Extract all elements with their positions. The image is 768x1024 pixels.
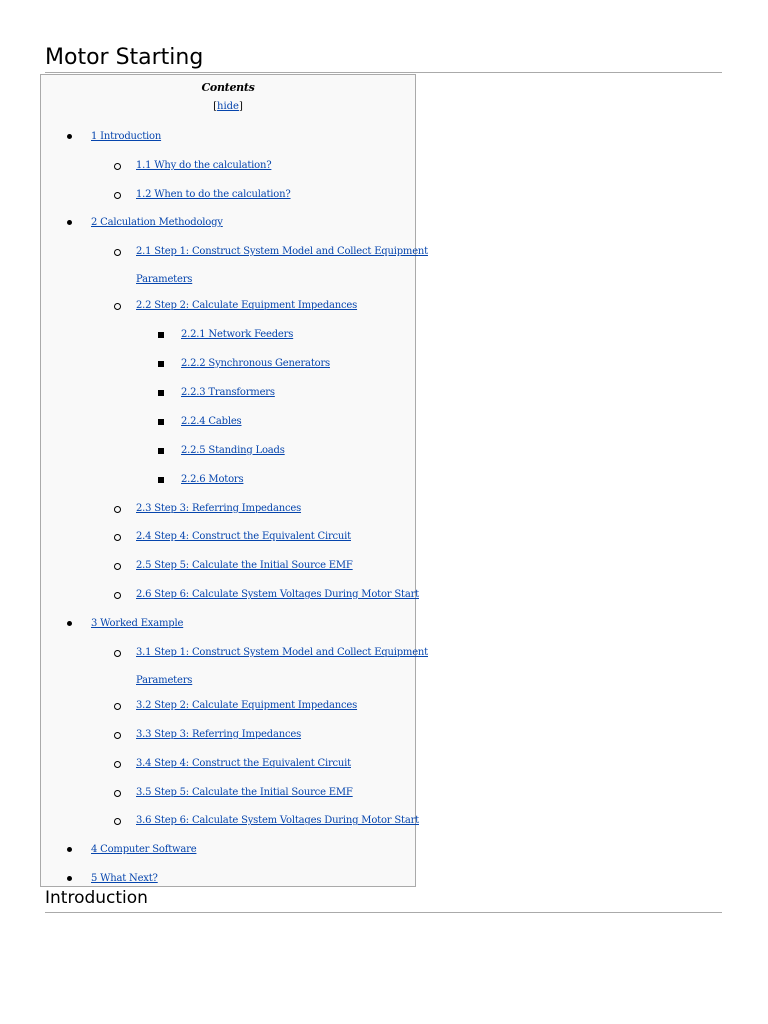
toc-item bbox=[181, 466, 243, 494]
table-of-contents bbox=[40, 74, 428, 887]
bullet-icon bbox=[67, 134, 72, 139]
bullet-icon bbox=[114, 506, 121, 513]
toc-link[interactable]: 3.2 Step 2: Calculate Equipment Impedances bbox=[136, 700, 358, 712]
toc-link[interactable]: 3 Worked Example bbox=[91, 617, 184, 629]
toc-link[interactable]: 3.6 Step 6: Calculate System Voltages During Motor Start bbox=[136, 815, 419, 827]
toc-link[interactable]: 2.5 Step 5: Calculate the Initial Source EMF bbox=[136, 560, 353, 572]
bullet-icon bbox=[158, 419, 164, 425]
bullet-icon bbox=[67, 220, 72, 225]
toc-link[interactable]: 2.2.4 Cables bbox=[181, 415, 242, 427]
toc-item bbox=[91, 836, 196, 864]
toc-item bbox=[181, 321, 293, 349]
toc-link-continuation[interactable]: Parameters bbox=[136, 274, 193, 286]
bullet-icon bbox=[114, 790, 121, 797]
toc-item bbox=[181, 437, 285, 465]
toc-link[interactable]: 3.5 Step 5: Calculate the Initial Source EMF bbox=[136, 786, 353, 798]
bullet-icon bbox=[158, 332, 164, 338]
toc-item bbox=[136, 181, 291, 209]
bullet-icon bbox=[158, 448, 164, 454]
bullet-icon bbox=[114, 650, 121, 657]
toc-link[interactable]: 2.1 Step 1: Construct System Model and Collect Equipment bbox=[136, 246, 428, 258]
bullet-icon bbox=[158, 361, 164, 367]
toc-link[interactable]: 2.2 Step 2: Calculate Equipment Impedances bbox=[136, 299, 358, 311]
section-divider bbox=[45, 912, 722, 913]
bullet-icon bbox=[114, 761, 121, 768]
toc-hide-link[interactable]: hide bbox=[217, 101, 239, 112]
toc-link[interactable]: 1.1 Why do the calculation? bbox=[136, 159, 272, 171]
toc-link[interactable]: 2 Calculation Methodology bbox=[91, 217, 223, 229]
toc-item bbox=[136, 692, 357, 720]
bullet-icon bbox=[114, 732, 121, 739]
toc-item bbox=[136, 495, 301, 523]
title-divider bbox=[45, 72, 722, 73]
page-title: Motor Starting bbox=[45, 45, 204, 70]
toc-link[interactable]: 2.3 Step 3: Referring Impedances bbox=[136, 502, 302, 514]
toc-item bbox=[91, 123, 161, 151]
toc-link[interactable]: 3.4 Step 4: Construct the Equivalent Circuit bbox=[136, 757, 351, 769]
toc-link[interactable]: 3.3 Step 3: Referring Impedances bbox=[136, 729, 302, 740]
toc-item bbox=[136, 639, 428, 695]
toc-link[interactable]: 2.2.3 Transformers bbox=[181, 386, 275, 398]
bullet-icon bbox=[114, 592, 121, 599]
toc-link-continuation[interactable]: Parameters bbox=[136, 674, 193, 686]
toc-link[interactable]: 5 What Next? bbox=[91, 873, 158, 884]
bullet-icon bbox=[114, 818, 121, 825]
toc-item bbox=[136, 807, 419, 835]
toc-item bbox=[136, 152, 271, 180]
toc-link[interactable]: 2.2.6 Motors bbox=[181, 473, 244, 485]
bullet-icon bbox=[158, 477, 164, 483]
bullet-icon bbox=[67, 876, 72, 881]
section-heading-introduction: Introduction bbox=[45, 888, 148, 908]
bullet-icon bbox=[114, 249, 121, 256]
toc-link[interactable]: 2.4 Step 4: Construct the Equivalent Circuit bbox=[136, 531, 351, 543]
bullet-icon bbox=[114, 563, 121, 570]
toc-item bbox=[136, 238, 428, 294]
bullet-icon bbox=[114, 303, 121, 310]
bullet-icon bbox=[114, 703, 121, 710]
toc-item bbox=[181, 350, 330, 378]
toc-link[interactable]: 2.6 Step 6: Calculate System Voltages During Motor Start bbox=[136, 589, 419, 600]
toc-link[interactable]: 2.2.5 Standing Loads bbox=[181, 444, 285, 456]
toc-item bbox=[91, 209, 223, 237]
toc-item bbox=[136, 292, 357, 320]
bullet-icon bbox=[67, 621, 72, 626]
toc-item bbox=[136, 750, 351, 778]
toc-item bbox=[136, 581, 419, 609]
toc-item bbox=[136, 779, 353, 807]
toc-item bbox=[136, 721, 301, 749]
toc-link[interactable]: 2.2.2 Synchronous Generators bbox=[181, 357, 330, 369]
toc-item bbox=[136, 552, 353, 580]
toc-item bbox=[181, 379, 275, 407]
toc-item bbox=[136, 523, 351, 551]
toc-link[interactable]: 2.2.1 Network Feeders bbox=[181, 328, 294, 340]
toc-toggle: [hide] bbox=[213, 101, 243, 112]
bullet-icon bbox=[114, 163, 121, 170]
toc-link[interactable]: 3.1 Step 1: Construct System Model and Collect Equipment bbox=[136, 646, 428, 658]
bullet-icon bbox=[158, 390, 164, 396]
toc-link[interactable]: 4 Computer Software bbox=[91, 844, 197, 856]
bullet-icon bbox=[67, 847, 72, 852]
toc-item bbox=[91, 610, 183, 638]
bullet-icon bbox=[114, 192, 121, 199]
toc-link[interactable]: 1.2 When to do the calculation? bbox=[136, 188, 291, 200]
toc-item bbox=[181, 408, 242, 436]
bullet-icon bbox=[114, 534, 121, 541]
toc-link[interactable]: 1 Introduction bbox=[91, 131, 162, 142]
toc-title: Contents bbox=[201, 81, 255, 94]
